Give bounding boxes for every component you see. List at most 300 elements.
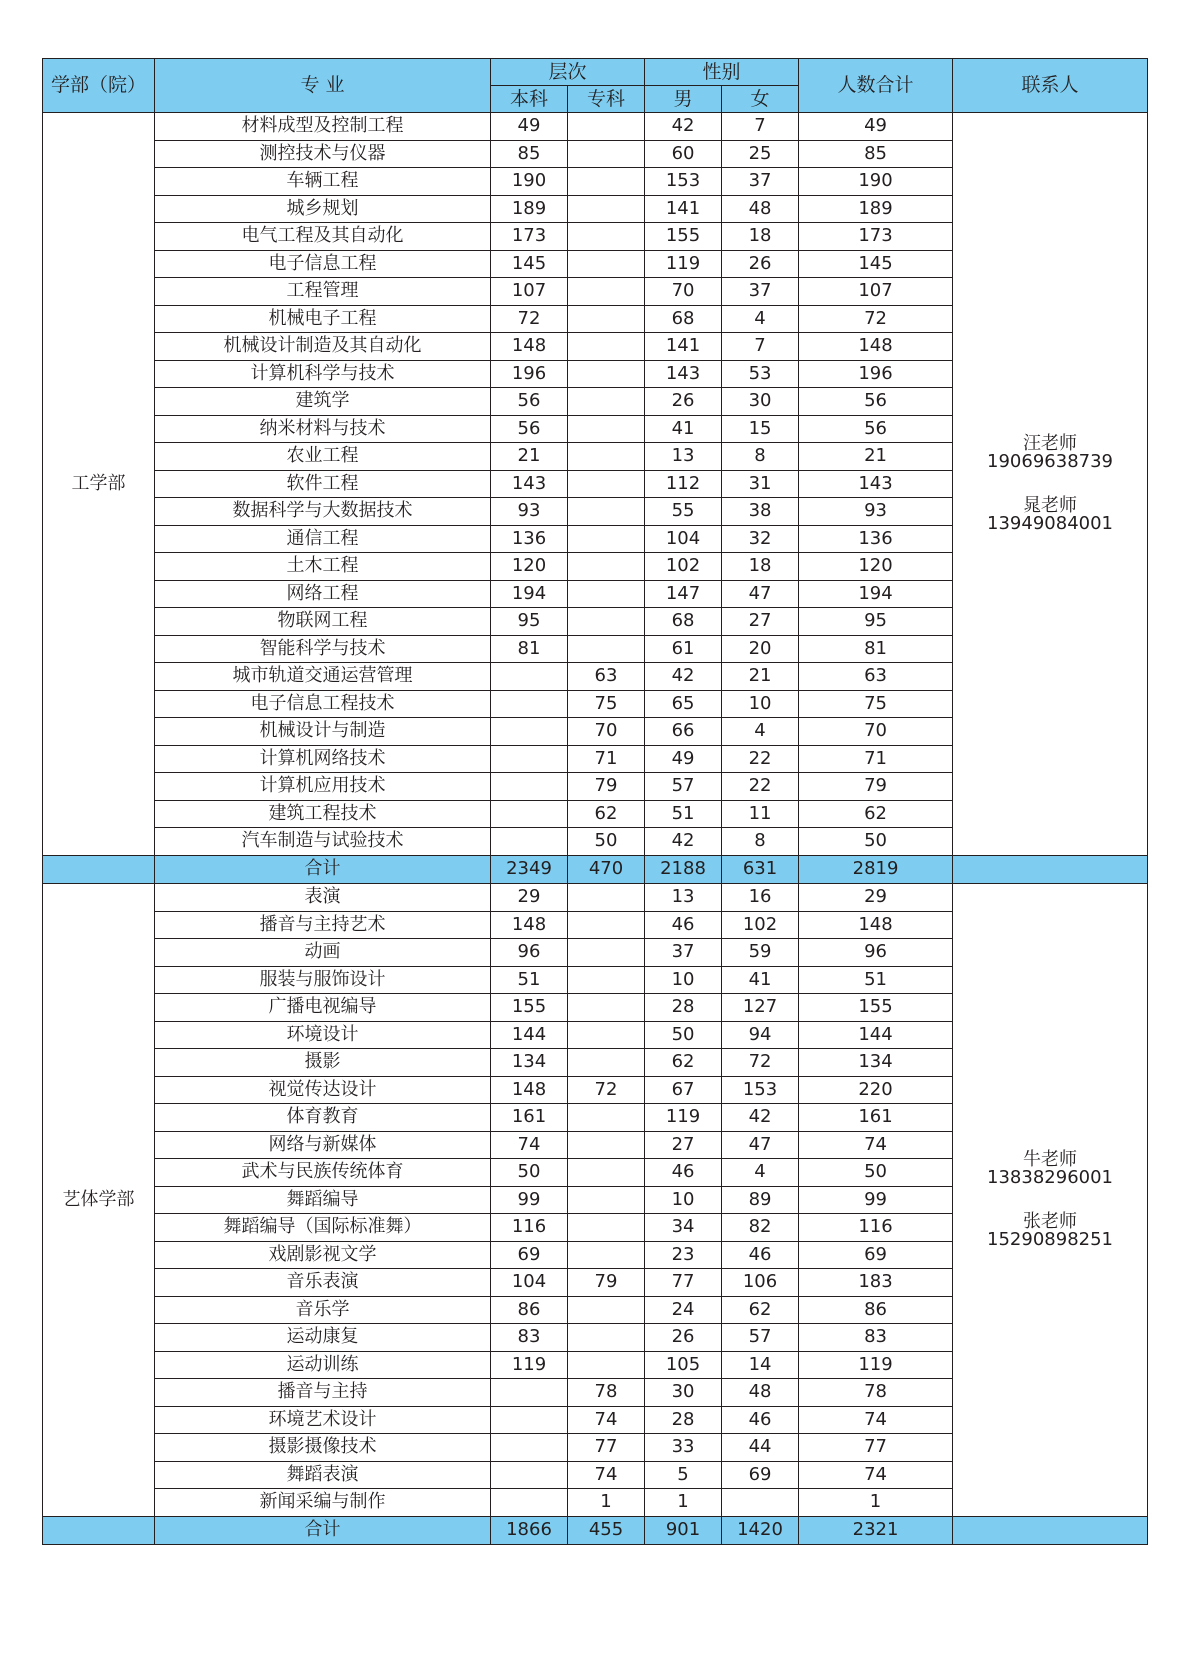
bachelor-cell: [491, 800, 568, 828]
female-cell: 48: [722, 195, 799, 223]
header-contact: 联系人: [953, 59, 1148, 113]
female-cell: 62: [722, 1296, 799, 1324]
total-contact-cell: [953, 855, 1148, 884]
male-cell: 33: [645, 1434, 722, 1462]
male-cell: 10: [645, 966, 722, 994]
associate-cell: [568, 525, 645, 553]
bachelor-cell: 148: [491, 911, 568, 939]
major-cell: 机械设计与制造: [155, 718, 491, 746]
associate-cell: 1: [568, 1489, 645, 1517]
male-cell: 26: [645, 1324, 722, 1352]
male-cell: 51: [645, 800, 722, 828]
bachelor-cell: 196: [491, 360, 568, 388]
major-cell: 物联网工程: [155, 608, 491, 636]
female-cell: 25: [722, 140, 799, 168]
total-cell: 72: [799, 305, 953, 333]
bachelor-cell: 56: [491, 415, 568, 443]
total-cell: 116: [799, 1214, 953, 1242]
bachelor-cell: 107: [491, 278, 568, 306]
female-cell: 48: [722, 1379, 799, 1407]
male-cell: 68: [645, 608, 722, 636]
male-cell: 26: [645, 388, 722, 416]
total-cell: 189: [799, 195, 953, 223]
male-cell: 112: [645, 470, 722, 498]
major-cell: 测控技术与仪器: [155, 140, 491, 168]
dept-cell: 工学部: [43, 113, 155, 856]
female-cell: 46: [722, 1406, 799, 1434]
bachelor-cell: 148: [491, 1076, 568, 1104]
major-cell: 舞蹈编导: [155, 1186, 491, 1214]
contact-cell: [953, 884, 1148, 1517]
major-cell: 播音与主持: [155, 1379, 491, 1407]
female-cell: 8: [722, 828, 799, 856]
bachelor-cell: 72: [491, 305, 568, 333]
major-cell: 农业工程: [155, 443, 491, 471]
bachelor-cell: 190: [491, 168, 568, 196]
male-cell: 10: [645, 1186, 722, 1214]
header-female: 女: [722, 86, 799, 113]
associate-cell: [568, 580, 645, 608]
associate-cell: [568, 250, 645, 278]
major-cell: 通信工程: [155, 525, 491, 553]
major-cell: 车辆工程: [155, 168, 491, 196]
contact-phone: 19069638739: [987, 450, 1114, 472]
associate-cell: 79: [568, 773, 645, 801]
associate-cell: [568, 911, 645, 939]
associate-cell: [568, 388, 645, 416]
total-female-cell: 1420: [722, 1516, 799, 1545]
major-cell: 表演: [155, 884, 491, 912]
female-cell: 38: [722, 498, 799, 526]
associate-cell: [568, 635, 645, 663]
total-cell: 196: [799, 360, 953, 388]
bachelor-cell: 83: [491, 1324, 568, 1352]
major-cell: 建筑学: [155, 388, 491, 416]
major-cell: 服装与服饰设计: [155, 966, 491, 994]
total-cell: 120: [799, 553, 953, 581]
associate-cell: [568, 223, 645, 251]
associate-cell: [568, 1351, 645, 1379]
associate-cell: [568, 415, 645, 443]
female-cell: 16: [722, 884, 799, 912]
total-cell: 119: [799, 1351, 953, 1379]
major-cell: 数据科学与大数据技术: [155, 498, 491, 526]
bachelor-cell: [491, 1379, 568, 1407]
associate-cell: [568, 884, 645, 912]
header-gender: 性别: [645, 59, 799, 86]
female-cell: 4: [722, 305, 799, 333]
male-cell: 42: [645, 663, 722, 691]
total-cell: 51: [799, 966, 953, 994]
total-cell: 70: [799, 718, 953, 746]
associate-cell: [568, 1186, 645, 1214]
bachelor-cell: [491, 1406, 568, 1434]
total-cell: 62: [799, 800, 953, 828]
contact-cell: [953, 113, 1148, 856]
total-cell: 96: [799, 939, 953, 967]
female-cell: 32: [722, 525, 799, 553]
female-cell: 20: [722, 635, 799, 663]
total-cell: 63: [799, 663, 953, 691]
associate-cell: [568, 360, 645, 388]
male-cell: 60: [645, 140, 722, 168]
bachelor-cell: 116: [491, 1214, 568, 1242]
associate-cell: [568, 1241, 645, 1269]
female-cell: 106: [722, 1269, 799, 1297]
associate-cell: [568, 939, 645, 967]
bachelor-cell: 144: [491, 1021, 568, 1049]
male-cell: 141: [645, 333, 722, 361]
total-cell: 74: [799, 1461, 953, 1489]
associate-cell: [568, 168, 645, 196]
header-dept: 学部（院）: [43, 59, 155, 113]
dept-cell: 艺体学部: [43, 884, 155, 1517]
total-female-cell: 631: [722, 855, 799, 884]
male-cell: 30: [645, 1379, 722, 1407]
bachelor-cell: 86: [491, 1296, 568, 1324]
total-cell: 99: [799, 1186, 953, 1214]
major-cell: 动画: [155, 939, 491, 967]
contact-name: 汪老师: [1023, 432, 1078, 454]
table-body: [43, 113, 1148, 1545]
header-associate: 专科: [568, 86, 645, 113]
total-male-cell: 901: [645, 1516, 722, 1545]
female-cell: 94: [722, 1021, 799, 1049]
major-cell: 计算机科学与技术: [155, 360, 491, 388]
major-cell: 建筑工程技术: [155, 800, 491, 828]
bachelor-cell: [491, 663, 568, 691]
associate-cell: [568, 1104, 645, 1132]
female-cell: 47: [722, 1131, 799, 1159]
contact-phone: 15290898251: [987, 1228, 1114, 1250]
total-associate-cell: 455: [568, 1516, 645, 1545]
major-cell: 电子信息工程: [155, 250, 491, 278]
associate-cell: [568, 994, 645, 1022]
major-cell: 体育教育: [155, 1104, 491, 1132]
total-cell: 77: [799, 1434, 953, 1462]
female-cell: 41: [722, 966, 799, 994]
male-cell: 34: [645, 1214, 722, 1242]
female-cell: 7: [722, 113, 799, 141]
male-cell: 119: [645, 250, 722, 278]
major-cell: 舞蹈编导（国际标准舞）: [155, 1214, 491, 1242]
contact-name: 张老师: [1023, 1210, 1078, 1232]
female-cell: 14: [722, 1351, 799, 1379]
bachelor-cell: 145: [491, 250, 568, 278]
major-cell: 城市轨道交通运营管理: [155, 663, 491, 691]
associate-cell: 75: [568, 690, 645, 718]
associate-cell: [568, 305, 645, 333]
male-cell: 50: [645, 1021, 722, 1049]
male-cell: 28: [645, 994, 722, 1022]
female-cell: 22: [722, 745, 799, 773]
male-cell: 105: [645, 1351, 722, 1379]
associate-cell: 70: [568, 718, 645, 746]
associate-cell: [568, 140, 645, 168]
associate-cell: 71: [568, 745, 645, 773]
total-cell: 93: [799, 498, 953, 526]
bachelor-cell: 155: [491, 994, 568, 1022]
total-cell: 145: [799, 250, 953, 278]
total-cell: 143: [799, 470, 953, 498]
total-dept-cell: [43, 1516, 155, 1545]
male-cell: 49: [645, 745, 722, 773]
associate-cell: [568, 333, 645, 361]
bachelor-cell: 50: [491, 1159, 568, 1187]
associate-cell: 79: [568, 1269, 645, 1297]
female-cell: 53: [722, 360, 799, 388]
male-cell: 41: [645, 415, 722, 443]
bachelor-cell: 96: [491, 939, 568, 967]
total-cell: 144: [799, 1021, 953, 1049]
male-cell: 13: [645, 443, 722, 471]
total-cell: 1: [799, 1489, 953, 1517]
bachelor-cell: 99: [491, 1186, 568, 1214]
bachelor-cell: 51: [491, 966, 568, 994]
associate-cell: [568, 1131, 645, 1159]
total-contact-cell: [953, 1516, 1148, 1545]
total-cell: 86: [799, 1296, 953, 1324]
total-cell: 74: [799, 1406, 953, 1434]
male-cell: 13: [645, 884, 722, 912]
major-cell: 武术与民族传统体育: [155, 1159, 491, 1187]
header-total: 人数合计: [799, 59, 953, 113]
total-cell: 50: [799, 1159, 953, 1187]
total-cell: 95: [799, 608, 953, 636]
bachelor-cell: 194: [491, 580, 568, 608]
bachelor-cell: 119: [491, 1351, 568, 1379]
total-cell: 83: [799, 1324, 953, 1352]
male-cell: 61: [645, 635, 722, 663]
associate-cell: [568, 195, 645, 223]
male-cell: 23: [645, 1241, 722, 1269]
male-cell: 66: [645, 718, 722, 746]
major-cell: 土木工程: [155, 553, 491, 581]
total-cell: 148: [799, 911, 953, 939]
female-cell: 37: [722, 278, 799, 306]
major-cell: 汽车制造与试验技术: [155, 828, 491, 856]
total-cell: 56: [799, 415, 953, 443]
female-cell: 22: [722, 773, 799, 801]
bachelor-cell: 85: [491, 140, 568, 168]
contact-name: 晁老师: [1023, 494, 1078, 516]
female-cell: 127: [722, 994, 799, 1022]
associate-cell: [568, 608, 645, 636]
associate-cell: [568, 1296, 645, 1324]
total-major-cell: 合计: [155, 1516, 491, 1545]
bachelor-cell: 81: [491, 635, 568, 663]
male-cell: 102: [645, 553, 722, 581]
associate-cell: 63: [568, 663, 645, 691]
major-cell: 音乐表演: [155, 1269, 491, 1297]
male-cell: 46: [645, 1159, 722, 1187]
associate-cell: [568, 1049, 645, 1077]
male-cell: 65: [645, 690, 722, 718]
bachelor-cell: [491, 828, 568, 856]
major-cell: 纳米材料与技术: [155, 415, 491, 443]
associate-cell: [568, 470, 645, 498]
female-cell: 102: [722, 911, 799, 939]
female-cell: [722, 1489, 799, 1517]
total-cell: 190: [799, 168, 953, 196]
total-dept-cell: [43, 855, 155, 884]
male-cell: 153: [645, 168, 722, 196]
header-level: 层次: [491, 59, 645, 86]
contact-phone: 13838296001: [987, 1166, 1114, 1188]
major-cell: 计算机网络技术: [155, 745, 491, 773]
associate-cell: 74: [568, 1406, 645, 1434]
total-cell: 69: [799, 1241, 953, 1269]
major-cell: 环境艺术设计: [155, 1406, 491, 1434]
major-cell: 机械电子工程: [155, 305, 491, 333]
associate-cell: [568, 1021, 645, 1049]
bachelor-cell: 104: [491, 1269, 568, 1297]
associate-cell: 74: [568, 1461, 645, 1489]
associate-cell: 62: [568, 800, 645, 828]
female-cell: 11: [722, 800, 799, 828]
male-cell: 143: [645, 360, 722, 388]
associate-cell: 72: [568, 1076, 645, 1104]
bachelor-cell: 69: [491, 1241, 568, 1269]
male-cell: 37: [645, 939, 722, 967]
total-total-cell: 2321: [799, 1516, 953, 1545]
bachelor-cell: 29: [491, 884, 568, 912]
total-cell: 136: [799, 525, 953, 553]
total-cell: 107: [799, 278, 953, 306]
bachelor-cell: 173: [491, 223, 568, 251]
total-cell: 85: [799, 140, 953, 168]
major-cell: 城乡规划: [155, 195, 491, 223]
major-cell: 网络工程: [155, 580, 491, 608]
male-cell: 55: [645, 498, 722, 526]
total-cell: 161: [799, 1104, 953, 1132]
bachelor-cell: [491, 773, 568, 801]
bachelor-cell: 134: [491, 1049, 568, 1077]
major-cell: 音乐学: [155, 1296, 491, 1324]
female-cell: 18: [722, 553, 799, 581]
bachelor-cell: [491, 1489, 568, 1517]
total-row: [43, 1516, 1148, 1545]
table-header: [43, 59, 1148, 113]
header-male: 男: [645, 86, 722, 113]
female-cell: 8: [722, 443, 799, 471]
major-cell: 运动康复: [155, 1324, 491, 1352]
female-cell: 57: [722, 1324, 799, 1352]
total-cell: 134: [799, 1049, 953, 1077]
major-cell: 摄影: [155, 1049, 491, 1077]
female-cell: 44: [722, 1434, 799, 1462]
bachelor-cell: [491, 1461, 568, 1489]
female-cell: 89: [722, 1186, 799, 1214]
associate-cell: [568, 278, 645, 306]
male-cell: 27: [645, 1131, 722, 1159]
contact-name: 牛老师: [1023, 1148, 1078, 1170]
associate-cell: [568, 498, 645, 526]
major-cell: 视觉传达设计: [155, 1076, 491, 1104]
associate-cell: [568, 1324, 645, 1352]
female-cell: 72: [722, 1049, 799, 1077]
major-cell: 环境设计: [155, 1021, 491, 1049]
total-cell: 173: [799, 223, 953, 251]
total-total-cell: 2819: [799, 855, 953, 884]
female-cell: 27: [722, 608, 799, 636]
associate-cell: [568, 443, 645, 471]
bachelor-cell: 21: [491, 443, 568, 471]
associate-cell: 50: [568, 828, 645, 856]
total-cell: 56: [799, 388, 953, 416]
total-cell: 183: [799, 1269, 953, 1297]
total-major-cell: 合计: [155, 855, 491, 884]
total-associate-cell: 470: [568, 855, 645, 884]
bachelor-cell: 143: [491, 470, 568, 498]
male-cell: 24: [645, 1296, 722, 1324]
female-cell: 21: [722, 663, 799, 691]
major-cell: 舞蹈表演: [155, 1461, 491, 1489]
total-row: [43, 855, 1148, 884]
major-cell: 智能科学与技术: [155, 635, 491, 663]
associate-cell: [568, 966, 645, 994]
male-cell: 1: [645, 1489, 722, 1517]
male-cell: 46: [645, 911, 722, 939]
table-row: [43, 884, 1148, 912]
total-cell: 75: [799, 690, 953, 718]
bachelor-cell: [491, 690, 568, 718]
male-cell: 68: [645, 305, 722, 333]
male-cell: 42: [645, 828, 722, 856]
bachelor-cell: 120: [491, 553, 568, 581]
female-cell: 7: [722, 333, 799, 361]
table-row: [43, 113, 1148, 141]
bachelor-cell: 189: [491, 195, 568, 223]
female-cell: 59: [722, 939, 799, 967]
female-cell: 42: [722, 1104, 799, 1132]
associate-cell: 78: [568, 1379, 645, 1407]
male-cell: 70: [645, 278, 722, 306]
total-cell: 49: [799, 113, 953, 141]
total-male-cell: 2188: [645, 855, 722, 884]
male-cell: 119: [645, 1104, 722, 1132]
female-cell: 18: [722, 223, 799, 251]
total-cell: 21: [799, 443, 953, 471]
total-cell: 220: [799, 1076, 953, 1104]
total-cell: 194: [799, 580, 953, 608]
female-cell: 153: [722, 1076, 799, 1104]
major-cell: 工程管理: [155, 278, 491, 306]
major-cell: 广播电视编导: [155, 994, 491, 1022]
major-cell: 运动训练: [155, 1351, 491, 1379]
major-cell: 摄影摄像技术: [155, 1434, 491, 1462]
male-cell: 77: [645, 1269, 722, 1297]
total-bachelor-cell: 2349: [491, 855, 568, 884]
major-cell: 电子信息工程技术: [155, 690, 491, 718]
major-cell: 戏剧影视文学: [155, 1241, 491, 1269]
total-cell: 74: [799, 1131, 953, 1159]
total-bachelor-cell: 1866: [491, 1516, 568, 1545]
associate-cell: [568, 553, 645, 581]
male-cell: 42: [645, 113, 722, 141]
male-cell: 28: [645, 1406, 722, 1434]
major-cell: 电气工程及其自动化: [155, 223, 491, 251]
male-cell: 104: [645, 525, 722, 553]
bachelor-cell: [491, 718, 568, 746]
male-cell: 155: [645, 223, 722, 251]
header-major: 专 业: [155, 59, 491, 113]
male-cell: 62: [645, 1049, 722, 1077]
major-cell: 机械设计制造及其自动化: [155, 333, 491, 361]
major-cell: 新闻采编与制作: [155, 1489, 491, 1517]
female-cell: 4: [722, 1159, 799, 1187]
total-cell: 29: [799, 884, 953, 912]
